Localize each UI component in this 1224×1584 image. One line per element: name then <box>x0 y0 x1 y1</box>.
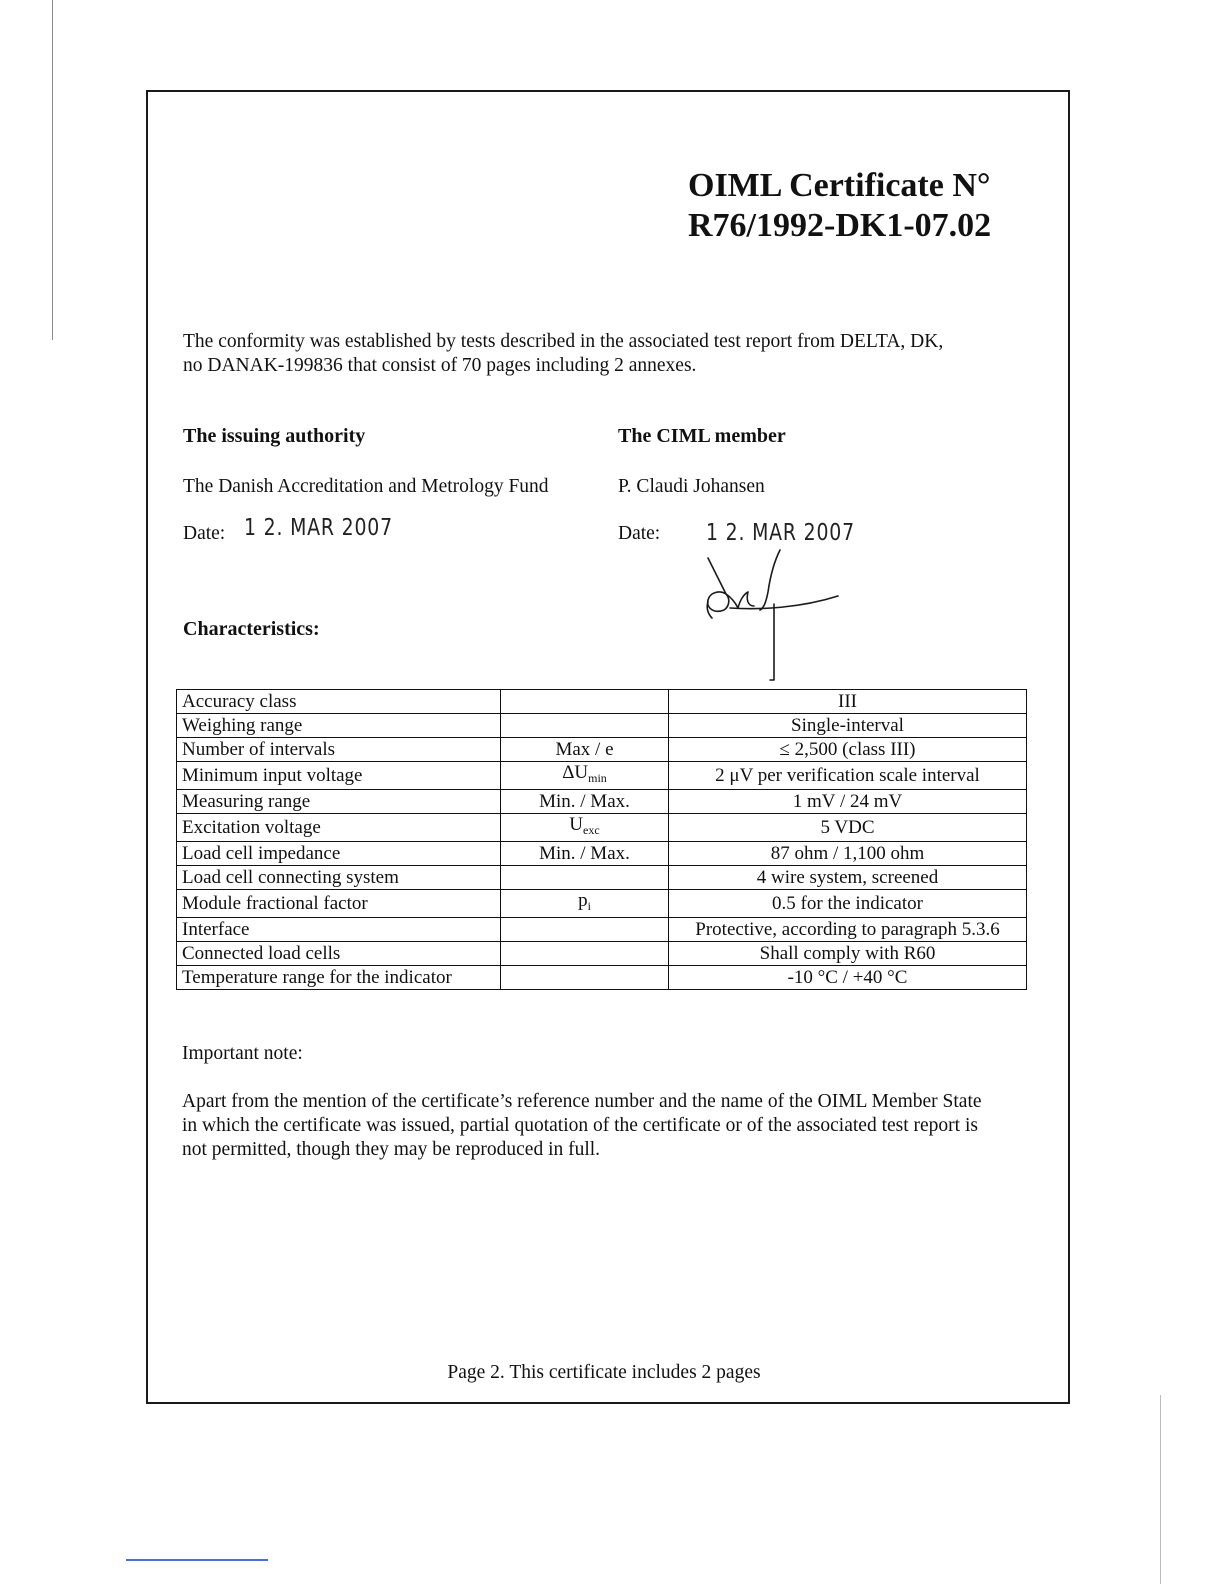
characteristic-name: Module fractional factor <box>177 890 501 918</box>
symbol-subscript: exc <box>583 823 600 837</box>
scan-edge-line <box>1160 1395 1161 1584</box>
characteristic-name: Load cell connecting system <box>177 866 501 890</box>
symbol-text: U <box>569 814 584 835</box>
characteristic-symbol <box>501 762 669 790</box>
signature-image <box>700 548 850 693</box>
characteristic-value: 0.5 for the indicator <box>669 890 1027 918</box>
symbol-text: Min. / Max. <box>539 791 630 812</box>
characteristic-name: Load cell impedance <box>177 842 501 866</box>
table-row <box>177 714 1027 738</box>
intro-line: The conformity was established by tests described in the associated test report from DELTA, DK, <box>183 331 944 352</box>
characteristic-value: 2 μV per verification scale interval <box>669 762 1027 790</box>
characteristic-value: Shall comply with R60 <box>669 942 1027 966</box>
characteristics-table <box>176 689 1027 990</box>
characteristic-value: -10 °C / +40 °C <box>669 966 1027 990</box>
issuing-authority-heading: The issuing authority <box>183 425 366 447</box>
table-row <box>177 690 1027 714</box>
characteristic-symbol <box>501 918 669 942</box>
symbol-subscript: i <box>587 899 591 913</box>
characteristic-name: Temperature range for the indicator <box>177 966 501 990</box>
ciml-member-name: P. Claudi Johansen <box>618 476 765 497</box>
ciml-date-stamp: 1 2. MAR 2007 <box>706 520 855 546</box>
characteristics-heading: Characteristics: <box>183 618 320 640</box>
characteristic-name: Minimum input voltage <box>177 762 501 790</box>
characteristic-symbol <box>501 738 669 762</box>
characteristic-symbol <box>501 814 669 842</box>
characteristic-value: 1 mV / 24 mV <box>669 790 1027 814</box>
characteristic-name: Connected load cells <box>177 942 501 966</box>
symbol-text: p <box>578 890 588 911</box>
table-row <box>177 918 1027 942</box>
symbol-subscript: min <box>588 771 607 785</box>
issuing-date-label: Date: <box>183 523 226 544</box>
certificate-title <box>688 166 991 246</box>
table-row <box>177 790 1027 814</box>
important-note-text <box>182 1090 1042 1162</box>
characteristic-symbol <box>501 966 669 990</box>
characteristic-name: Interface <box>177 918 501 942</box>
table-row <box>177 942 1027 966</box>
characteristic-symbol <box>501 866 669 890</box>
note-line: in which the certificate was issued, partial quotation of the certificate or of the associated test report is <box>182 1115 978 1136</box>
intro-line: no DANAK-199836 that consist of 70 pages including 2 annexes. <box>183 355 697 376</box>
scan-edge-line <box>126 1559 268 1561</box>
characteristic-value: Protective, according to paragraph 5.3.6 <box>669 918 1027 942</box>
table-row <box>177 866 1027 890</box>
table-row <box>177 890 1027 918</box>
characteristic-symbol <box>501 790 669 814</box>
ciml-date-label: Date: <box>618 523 661 544</box>
characteristic-symbol <box>501 842 669 866</box>
note-line: not permitted, though they may be reproduced in full. <box>182 1139 601 1160</box>
characteristic-value: ≤ 2,500 (class III) <box>669 738 1027 762</box>
characteristic-symbol <box>501 714 669 738</box>
characteristic-value: 5 VDC <box>669 814 1027 842</box>
symbol-text: Max / e <box>555 739 614 760</box>
table-row <box>177 738 1027 762</box>
characteristic-value: Single-interval <box>669 714 1027 738</box>
characteristic-name: Weighing range <box>177 714 501 738</box>
symbol-text: ΔU <box>562 762 589 783</box>
important-note-label: Important note: <box>182 1043 303 1064</box>
characteristic-value: 87 ohm / 1,100 ohm <box>669 842 1027 866</box>
characteristic-value: 4 wire system, screened <box>669 866 1027 890</box>
certificate-title-line1: OIML Certificate N° <box>688 167 991 204</box>
table-row <box>177 842 1027 866</box>
note-line: Apart from the mention of the certificate’s reference number and the name of the OIML Member State <box>182 1091 982 1112</box>
characteristic-name: Excitation voltage <box>177 814 501 842</box>
symbol-text: Min. / Max. <box>539 843 630 864</box>
scan-edge-line <box>52 0 53 340</box>
characteristic-symbol <box>501 690 669 714</box>
issuing-date-stamp: 1 2. MAR 2007 <box>244 515 393 541</box>
characteristic-symbol <box>501 890 669 918</box>
characteristic-name: Measuring range <box>177 790 501 814</box>
issuing-authority-name: The Danish Accreditation and Metrology Fund <box>183 476 549 497</box>
table-row <box>177 966 1027 990</box>
table-row <box>177 814 1027 842</box>
characteristic-name: Accuracy class <box>177 690 501 714</box>
certificate-number: R76/1992-DK1-07.02 <box>688 207 992 244</box>
table-row <box>177 762 1027 790</box>
characteristic-value: III <box>669 690 1027 714</box>
ciml-member-heading: The CIML member <box>618 425 786 447</box>
page-footer: Page 2. This certificate includes 2 pages <box>447 1362 761 1383</box>
characteristic-name: Number of intervals <box>177 738 501 762</box>
characteristic-symbol <box>501 942 669 966</box>
intro-paragraph <box>183 330 1013 378</box>
